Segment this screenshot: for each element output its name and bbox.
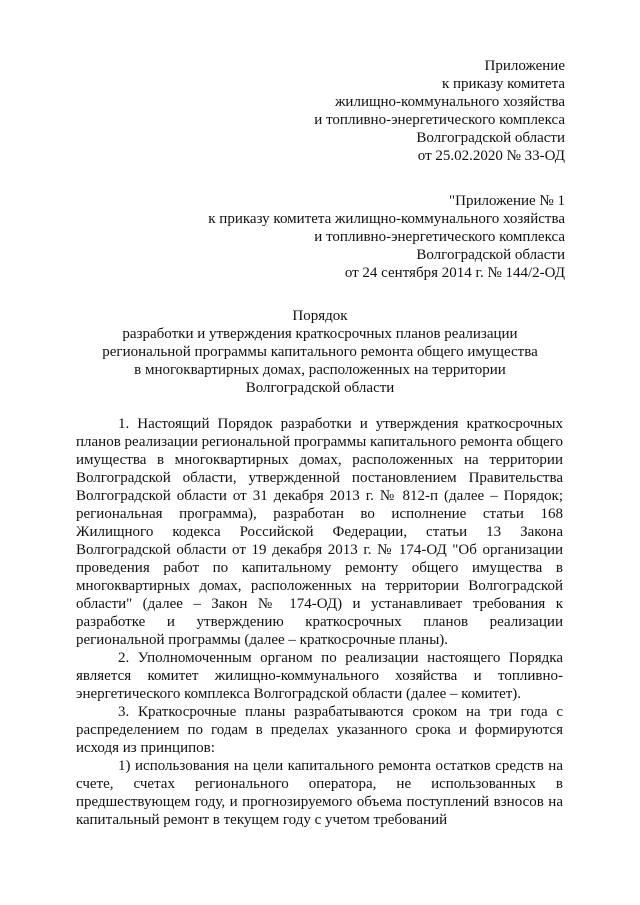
appendix-line: Волгоградской области — [416, 247, 565, 263]
paragraph-2: 2. Уполномоченным органом по реализации настоящего Порядка является комитет жилищно-коммунального хозяйства и топливно-энергетического комплекса Волгоградской области (далее – комитет). — [76, 650, 563, 702]
appendix-line: от 24 сентября 2014 г. № 144/2-ОД — [344, 265, 565, 281]
approval-line: Волгоградской области — [416, 130, 565, 146]
title-line: разработки и утверждения краткосрочных планов реализации — [122, 326, 518, 342]
approval-line: жилищно-коммунального хозяйства — [335, 94, 565, 110]
title-line: в многоквартирных домах, расположенных на территории — [134, 362, 506, 378]
document-title — [70, 307, 570, 397]
appendix-line: к приказу комитета жилищно-коммунального хозяйства — [208, 211, 565, 227]
paragraph-3: 3. Краткосрочные планы разрабатываются сроком на три года с распределением по годам в пределах указанного срока и формируются исходя из принципов: — [76, 704, 563, 756]
approval-reference-block — [314, 57, 565, 165]
approval-line: Приложение — [484, 58, 565, 74]
appendix-line: "Приложение № 1 — [449, 193, 565, 209]
approval-line: и топливно-энергетического комплекса — [314, 112, 565, 128]
document-body — [76, 415, 563, 829]
title-line: региональной программы капитального ремонта общего имущества — [102, 344, 538, 360]
appendix-line: и топливно-энергетического комплекса — [314, 229, 565, 245]
approval-line: к приказу комитета — [441, 76, 565, 92]
appendix-reference-block — [208, 192, 565, 282]
paragraph-3-item-1: 1) использования на цели капитального ремонта остатков средств на счете, счетах регионального оператора, не использованных в предшествующем году, и прогнозируемого объема поступлений взносов на капитальный ремонт в текущем году с учетом требований — [76, 758, 563, 828]
paragraph-1: 1. Настоящий Порядок разработки и утверждения краткосрочных планов реализации региональной программы капитального ремонта общего имущества в многоквартирных домах, расположенных на территории Волгоградской области, утвержденной постановлением Правительства Волгоградской области от 31 декабря 2013 г. № 812-п (далее – Порядок; региональная программа), разработан во исполнение статьи 168 Жилищного кодекса Российской Федерации, статьи 13 Закона Волгоградской области от 19 декабря 2013 г. № 174-ОД "Об организации проведения работ по капитальному ремонту общего имущества в многоквартирных домах, расположенных на территории Волгоградской области" (далее – Закон № 174-ОД) и устанавливает требования к разработке и утверждению краткосрочных планов реализации региональной программы (далее – краткосрочные планы). — [76, 416, 563, 648]
approval-line: от 25.02.2020 № 33-ОД — [417, 148, 565, 164]
title-line: Порядок — [292, 308, 348, 324]
title-line: Волгоградской области — [245, 380, 395, 396]
